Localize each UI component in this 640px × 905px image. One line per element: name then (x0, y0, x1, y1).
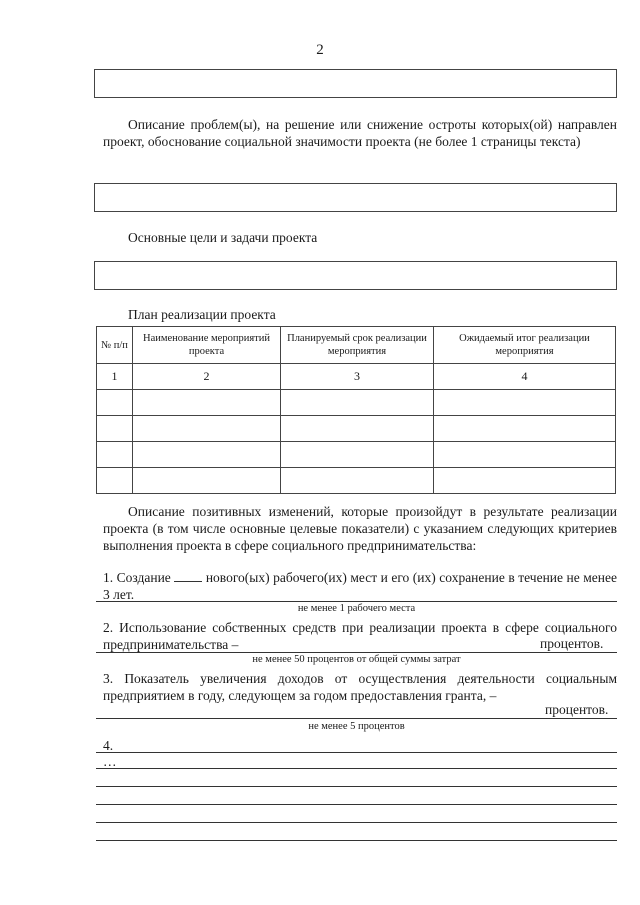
table-cell[interactable] (133, 468, 281, 494)
table-header-row (97, 327, 616, 364)
col-number-1: 1 (97, 364, 133, 390)
answer-line[interactable] (96, 752, 617, 753)
answer-line[interactable] (96, 840, 617, 841)
page-number: 2 (316, 42, 324, 58)
table-row (97, 442, 616, 468)
answer-line[interactable] (96, 804, 617, 805)
table-row (97, 468, 616, 494)
problems-description (103, 116, 617, 150)
col-number-4: 4 (434, 364, 616, 390)
text-box-1[interactable] (94, 69, 617, 98)
answer-line[interactable] (96, 786, 617, 787)
ellipsis-label: … (103, 754, 117, 769)
table-cell[interactable] (281, 390, 434, 416)
answer-line[interactable] (96, 768, 617, 769)
col-number-2: 2 (133, 364, 281, 390)
criterion-3-line (96, 718, 617, 719)
table-cell[interactable] (97, 390, 133, 416)
header-planned-period: Планируемый срок реализации мероприятия (281, 327, 434, 364)
col-number-3: 3 (281, 364, 434, 390)
criterion-2-line (96, 652, 617, 653)
changes-description (103, 503, 617, 554)
answer-line[interactable] (96, 822, 617, 823)
criterion-3-unit: процентов. (545, 702, 609, 717)
criterion-3: 3. Показатель увеличения доходов от осуществления деятельности социальным предприятием в году, следующем за годом предоставления гранта, – (103, 671, 617, 703)
criterion-3-note: не менее 5 процентов (308, 721, 405, 732)
table-cell[interactable] (133, 416, 281, 442)
table-cell[interactable] (434, 442, 616, 468)
criterion-2-note: не менее 50 процентов от общей суммы затрат (252, 654, 461, 665)
table-cell[interactable] (97, 442, 133, 468)
table-cell[interactable] (434, 390, 616, 416)
goals-heading: Основные цели и задачи проекта (128, 230, 318, 245)
table-number-row (97, 364, 616, 390)
table-cell[interactable] (281, 442, 434, 468)
jobs-count-field[interactable] (174, 580, 202, 582)
table-cell[interactable] (97, 468, 133, 494)
table-cell[interactable] (133, 390, 281, 416)
table-cell[interactable] (281, 468, 434, 494)
plan-heading: План реализации проекта (128, 307, 276, 322)
problems-text: Описание проблем(ы), на решение или снижение остроты которых(ой) направлен проект, обоснование социальной значимости проекта (не более 1 страницы текста) (103, 117, 617, 149)
table-cell[interactable] (434, 416, 616, 442)
table-cell[interactable] (281, 416, 434, 442)
plan-table (96, 326, 616, 494)
text-box-2[interactable] (94, 183, 617, 212)
item-4-label: 4. (103, 738, 114, 753)
criterion-1-line (96, 601, 617, 602)
criterion-2: 2. Использование собственных средств при реализации проекта в сфере социального предпринимательства – (103, 620, 617, 652)
header-activity-name: Наименование мероприятий проекта (133, 327, 281, 364)
table-row (97, 390, 616, 416)
criterion-2-unit: процентов. (540, 636, 604, 651)
table-cell[interactable] (434, 468, 616, 494)
header-expected-result: Ожидаемый итог реализации мероприятия (434, 327, 616, 364)
header-number: № п/п (97, 327, 133, 364)
table-row (97, 416, 616, 442)
text-box-3[interactable] (94, 261, 617, 290)
criterion-1: 1. Создание нового(ых) рабочего(их) мест и его (их) сохранение в течение не менее 3 лет. (103, 570, 618, 602)
criterion-1-note: не менее 1 рабочего места (297, 603, 416, 614)
table-cell[interactable] (133, 442, 281, 468)
changes-text: Описание позитивных изменений, которые произойдут в результате реализации проекта (в том числе основные целевые показатели) с указанием следующих критериев выполнения проекта в сфере социального предпринимательства: (103, 504, 617, 553)
table-cell[interactable] (97, 416, 133, 442)
